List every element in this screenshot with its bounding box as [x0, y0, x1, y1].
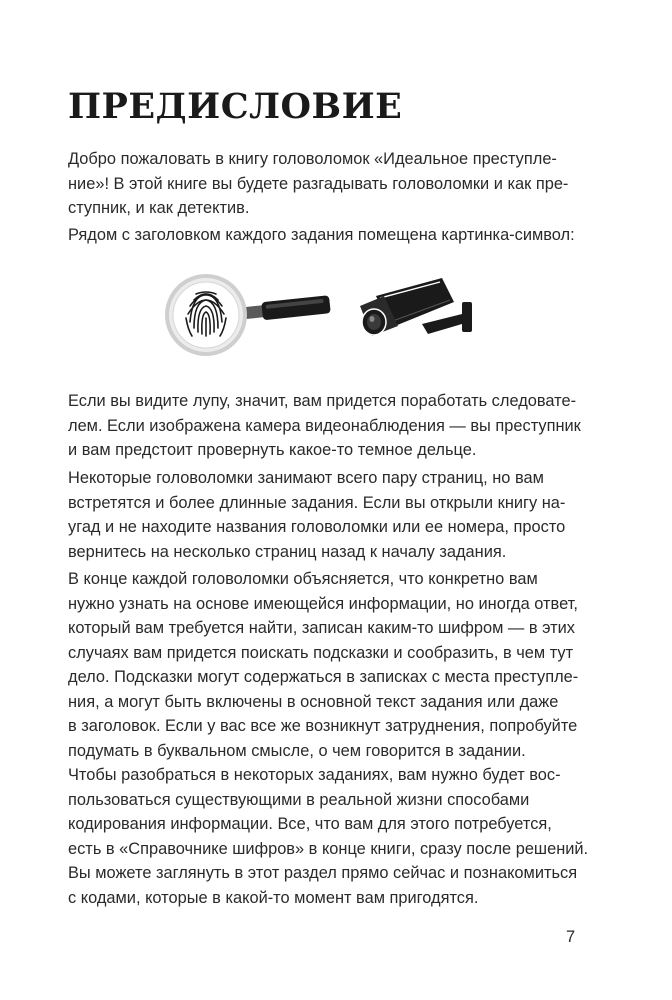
paragraph-line: Рядом с заголовком каждого задания помещена картинка-символ:	[68, 226, 575, 244]
paragraph-line: ступник, и как детектив.	[68, 199, 250, 217]
paragraph-line: встретятся и более длинные задания. Если вы открыли книгу на-	[68, 493, 566, 512]
paragraph-line: Чтобы разобраться в некоторых заданиях, вам нужно будет вос-	[68, 766, 561, 784]
security-camera-icon	[354, 272, 476, 354]
paragraph-line: нужно узнать на основе имеющейся информации, но иногда ответ,	[68, 594, 578, 613]
paragraph-welcome	[68, 147, 604, 221]
paragraph-line: в заголовок. Если у вас все же возникнут затруднения, попробуйте	[68, 717, 578, 735]
paragraph-line: и вам предстоит провернуть какое-то темное дельце.	[68, 441, 477, 459]
paragraph-line: Некоторые головоломки занимают всего пару страниц, но вам	[68, 469, 544, 487]
paragraph-line: В конце каждой головоломки объясняется, что конкретно вам	[68, 570, 538, 588]
paragraph-line: который вам требуется найти, записан каким-то шифром — в этих	[68, 619, 576, 637]
paragraph-line: с кодами, которые в какой-то момент вам пригодятся.	[68, 888, 479, 907]
symbol-icons	[164, 270, 474, 360]
paragraph-line: ния, а могут быть включены в основной текст задания или даже	[68, 692, 559, 711]
paragraph-line: лем. Если изображена камера видеонаблюдения — вы преступник	[68, 416, 581, 435]
page-number: 7	[566, 928, 576, 946]
paragraph-line: кодирования информации. Все, что вам для этого потребуется,	[68, 815, 552, 833]
paragraph-symbol-intro	[68, 223, 604, 248]
paragraph-line: Вы можете заглянуть в этот раздел прямо сейчас и познакомиться	[68, 864, 578, 882]
paragraph-line: дело. Подсказки могут содержаться в записках с места преступле-	[68, 668, 579, 686]
paragraph-line: пользоваться существующими в реальной жизни способами	[68, 790, 530, 809]
page-title: ПРЕДИСЛОВИЕ	[68, 86, 403, 127]
paragraph-line: есть в «Справочнике шифров» в конце книги, сразу после решений.	[68, 839, 589, 858]
paragraph-cipher-reference	[68, 763, 604, 910]
paragraph-line: угад и не находите названия головоломки или ее номера, просто	[68, 518, 566, 536]
paragraph-line: ние»! В этой книге вы будете разгадывать головоломки и как пре-	[68, 174, 569, 193]
paragraph-hints	[68, 567, 604, 763]
magnifying-glass-fingerprint-icon	[164, 270, 336, 360]
paragraph-line: Если вы видите лупу, значит, вам придется поработать следовате-	[68, 392, 577, 410]
paragraph-puzzle-length	[68, 466, 604, 564]
paragraph-symbol-meaning	[68, 389, 604, 463]
paragraph-line: вернитесь на несколько страниц назад к началу задания.	[68, 542, 507, 561]
paragraph-line: случаях вам придется поискать подсказки и сообразить, в чем тут	[68, 643, 574, 662]
paragraph-line: подумать в буквальном смысле, о чем говорится в задании.	[68, 741, 526, 760]
paragraph-line: Добро пожаловать в книгу головоломок «Идеальное преступле-	[68, 150, 557, 168]
